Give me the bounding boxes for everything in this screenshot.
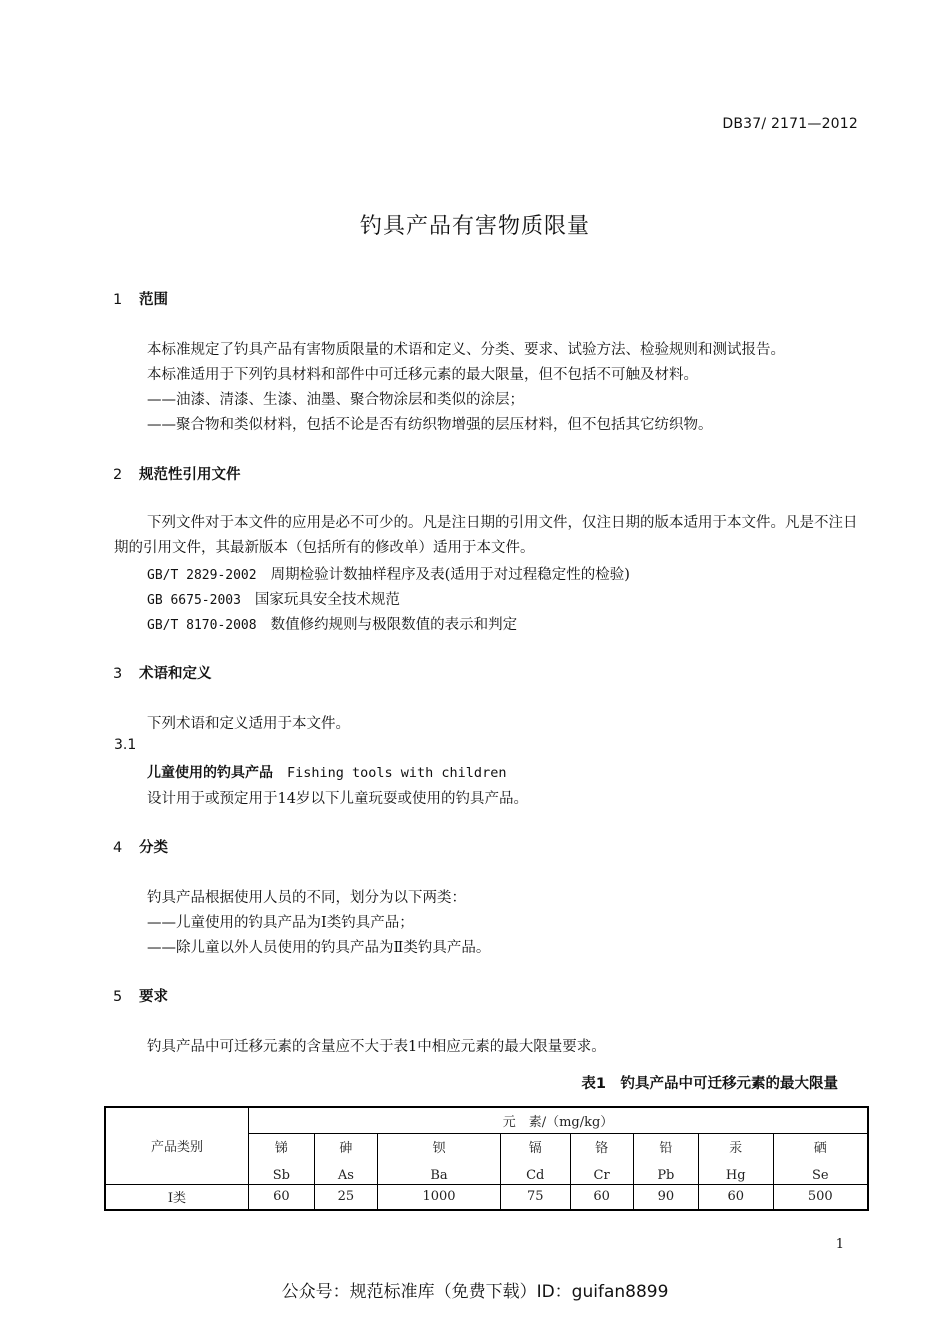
- element-symbol: Sb: [272, 1167, 290, 1183]
- reference-item: [147, 563, 630, 584]
- paragraph: 钓具产品中可迁移元素的含量应不大于表1中相应元素的最大限量要求。: [147, 1039, 606, 1055]
- standard-code: DB37/ 2171—2012: [722, 116, 858, 132]
- term-name-en: Fishing tools with children: [287, 765, 507, 781]
- reference-code: GB 6675-2003: [147, 593, 241, 608]
- element-name: 汞: [729, 1140, 743, 1156]
- value-cell: 25: [314, 1184, 377, 1210]
- section-number: 5: [113, 989, 123, 1005]
- value-cell: 60: [570, 1184, 633, 1210]
- paragraph: 下列文件对于本文件的应用是必不可少的。凡是注日期的引用文件，仅注日期的版本适用于本文件。凡是不注日期的引用文件，其最新版本（包括所有的修改单）适用于本文件。: [114, 515, 858, 556]
- reference-title: 数值修约规则与极限数值的表示和判定: [270, 617, 518, 633]
- category-cell: Ⅰ类: [105, 1184, 249, 1210]
- section-3-heading: [113, 662, 212, 683]
- elements-header: 元 素/（mg/kg）: [249, 1107, 869, 1133]
- list-item: ——聚合物和类似材料，包括不论是否有纺织物增强的层压材料，但不包括其它纺织物。: [147, 417, 713, 433]
- element-symbol: Hg: [725, 1167, 746, 1183]
- reference-item: [147, 613, 517, 634]
- element-name: 硒: [813, 1140, 827, 1156]
- reference-item: [147, 588, 400, 609]
- value-cell: 75: [500, 1184, 570, 1210]
- section-number: 1: [113, 292, 123, 308]
- element-header-cell: [773, 1133, 868, 1184]
- footer-watermark: 公众号：规范标准库（免费下载）ID：guifan8899: [281, 1282, 669, 1302]
- element-name: 镉: [528, 1140, 542, 1156]
- term-definition: 设计用于或预定用于14岁以下儿童玩耍或使用的钓具产品。: [147, 791, 528, 807]
- term-number: 3.1: [114, 737, 137, 753]
- list-item: ——油漆、清漆、生漆、油墨、聚合物涂层和类似的涂层；: [147, 392, 524, 408]
- section-number: 2: [113, 467, 123, 483]
- element-symbol: Se: [811, 1167, 829, 1183]
- paragraph: 本标准规定了钓具产品有害物质限量的术语和定义、分类、要求、试验方法、检验规则和测试报告。: [147, 342, 785, 358]
- reference-title: 周期检验计数抽样程序及表(适用于对过程稳定性的检验): [270, 567, 630, 583]
- element-header-cell: [698, 1133, 773, 1184]
- element-header-cell: [378, 1133, 501, 1184]
- element-name: 钡: [432, 1140, 446, 1156]
- section-number: 3: [113, 666, 123, 682]
- list-item: ——儿童使用的钓具产品为Ⅰ类钓具产品；: [147, 915, 414, 931]
- element-name: 铬: [595, 1140, 609, 1156]
- section-title: 范围: [139, 292, 168, 308]
- section-title: 术语和定义: [139, 666, 212, 682]
- section-number: 4: [113, 840, 123, 856]
- table-caption: 表1 钓具产品中可迁移元素的最大限量: [581, 1076, 838, 1092]
- limits-table: [104, 1106, 869, 1211]
- element-name: 铅: [659, 1140, 673, 1156]
- element-header-cell: [633, 1133, 698, 1184]
- page-number: 1: [835, 1237, 844, 1252]
- category-header: 产品类别: [105, 1107, 249, 1184]
- section-5-heading: [113, 985, 168, 1006]
- element-name: 锑: [274, 1140, 288, 1156]
- section-title: 规范性引用文件: [139, 467, 241, 483]
- value-cell: 500: [773, 1184, 868, 1210]
- paragraph: 钓具产品根据使用人员的不同，划分为以下两类：: [147, 890, 466, 906]
- term-name: [147, 762, 506, 782]
- reference-title: 国家玩具安全技术规范: [254, 592, 400, 608]
- section-1-heading: [113, 288, 168, 309]
- element-symbol: Ba: [430, 1167, 448, 1183]
- reference-code: GB/T 8170-2008: [147, 618, 257, 633]
- section-title: 要求: [139, 989, 168, 1005]
- element-symbol: As: [337, 1167, 354, 1183]
- table-header-row: [105, 1107, 868, 1133]
- value-cell: 60: [698, 1184, 773, 1210]
- paragraph: 本标准适用于下列钓具材料和部件中可迁移元素的最大限量，但不包括不可触及材料。: [147, 367, 698, 383]
- element-symbol: Pb: [657, 1167, 675, 1183]
- reference-code: GB/T 2829-2002: [147, 568, 257, 583]
- document-title: 钓具产品有害物质限量: [359, 214, 590, 239]
- element-header-cell: [249, 1133, 315, 1184]
- section-4-heading: [113, 836, 168, 857]
- section-2-heading: [113, 463, 241, 484]
- paragraph: 下列术语和定义适用于本文件。: [147, 716, 350, 732]
- element-name: 砷: [339, 1140, 353, 1156]
- element-symbol: Cr: [593, 1167, 610, 1183]
- element-header-cell: [500, 1133, 570, 1184]
- element-symbol: Cd: [526, 1167, 545, 1183]
- value-cell: 1000: [378, 1184, 501, 1210]
- value-cell: 90: [633, 1184, 698, 1210]
- element-header-cell: [570, 1133, 633, 1184]
- list-item: ——除儿童以外人员使用的钓具产品为Ⅱ类钓具产品。: [147, 940, 491, 956]
- section-title: 分类: [139, 840, 168, 856]
- value-cell: 60: [249, 1184, 315, 1210]
- element-header-cell: [314, 1133, 377, 1184]
- table-row: [105, 1184, 868, 1210]
- term-name-cn: 儿童使用的钓具产品: [147, 765, 273, 781]
